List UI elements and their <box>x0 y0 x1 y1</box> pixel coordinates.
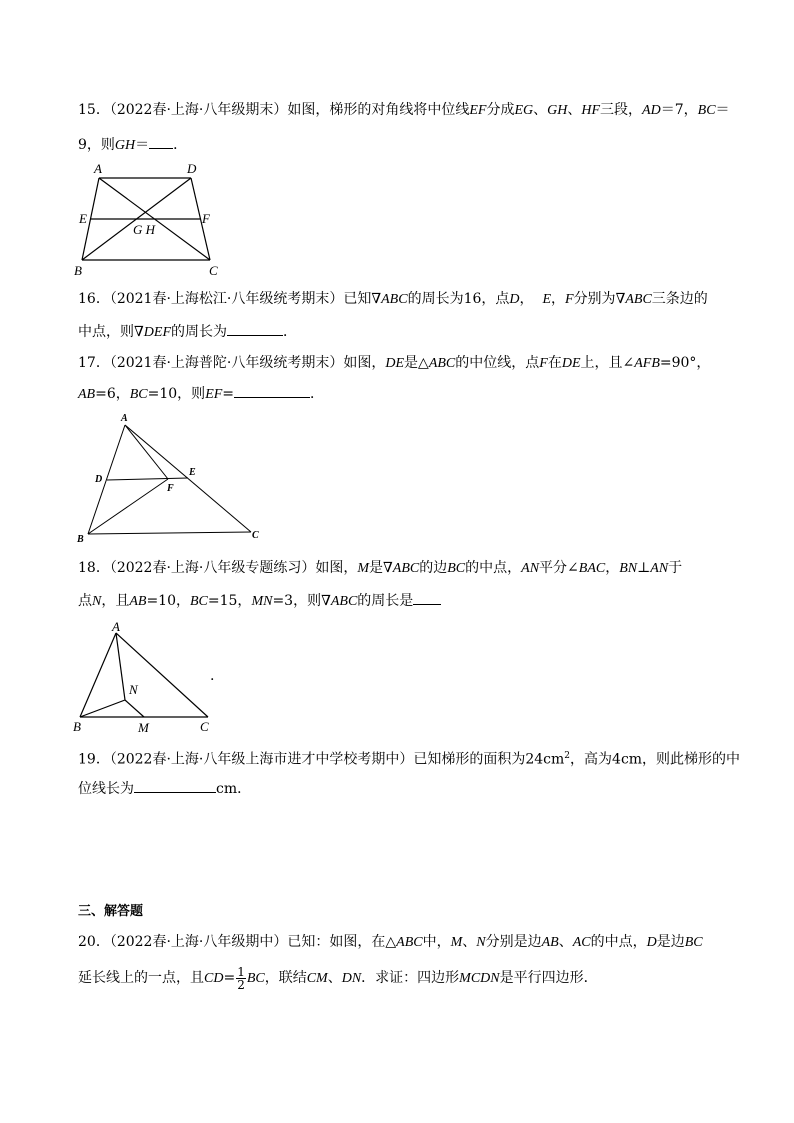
q20-line2: 延长线上的一点，且CD= $\frac{1}{2}$ BC，联结CM、DN．求证：四边形MCDN是平行四边形． <box>78 964 598 992</box>
q18-answer-blank[interactable] <box>413 590 441 605</box>
q17-answer-blank[interactable] <box>234 383 310 398</box>
q15-label-F: F <box>202 211 210 226</box>
q18-label-M: M <box>138 720 149 735</box>
fraction-one-half: $\frac{1}{2}$ <box>237 964 245 992</box>
q17-label-C: C <box>252 530 259 541</box>
q15-label-A: A <box>94 161 102 176</box>
q17-label-A: A <box>121 413 128 424</box>
q18-label-N: N <box>129 682 138 697</box>
q15-trapezoid-figure <box>70 158 240 284</box>
q18-label-A: A <box>112 619 120 634</box>
q15-label-E: E <box>79 211 87 226</box>
q15-line1: 15．（2022春·上海·八年级期末）如图，梯形的对角线将中位线EF分成EG、GH、HF三段，AD＝7，BC＝ <box>78 102 730 118</box>
q15-label-D: D <box>187 161 197 176</box>
q18-triangle-figure <box>70 617 230 741</box>
q18-line1: 18．（2022春·上海·八年级专题练习）如图，M是∇ABC的边BC的中点，AN平分∠BAC，BN⊥AN于 <box>78 560 683 576</box>
q20-line1: 20．（2022春·上海·八年级期中）已知：如图，在△ABC中，M、N分别是边AB、AC的中点，D是边BC <box>78 934 703 950</box>
q15-label-C: C <box>209 263 218 278</box>
q15-label-GH: G H <box>133 222 156 237</box>
q17-line2: AB=6，BC=10，则EF= ． <box>78 383 324 405</box>
q15-line2: 9，则GH＝ ． <box>78 134 187 156</box>
q19-line2: 位线长为 cm． <box>78 778 251 799</box>
q16-answer-blank[interactable] <box>227 321 283 336</box>
q19-answer-blank[interactable] <box>134 778 216 793</box>
q15-label-B: B <box>74 263 82 278</box>
q17-triangle-figure <box>76 410 276 552</box>
q17-label-F: F <box>167 483 174 494</box>
q17-line1: 17．（2021春·上海普陀·八年级统考期末）如图，DE是△ABC的中位线，点F在DE上，且∠AFB=90°， <box>78 355 711 371</box>
q17-label-D: D <box>95 474 103 485</box>
q15-answer-blank[interactable] <box>149 134 173 149</box>
q18-trailing-dot: . <box>210 668 215 684</box>
q16-line1: 16．（2021春·上海松江·八年级统考期末）已知∇ABC的周长为16，点D， E，F分别为∇ABC三条边的 <box>78 291 708 307</box>
q18-label-B: B <box>73 719 81 734</box>
q18-label-C: C <box>200 719 209 734</box>
q18-line2: 点N，且AB=10，BC=15，MN=3，则∇ABC的周长是 <box>78 590 441 612</box>
section-heading: 三、解答题 <box>78 904 144 919</box>
q17-label-B: B <box>77 534 84 545</box>
q17-label-E: E <box>189 467 196 478</box>
q16-line2: 中点，则∇DEF的周长为 ． <box>78 321 297 343</box>
q19-line1: 19．（2022春·上海·八年级上海市进才中学校考期中）已知梯形的面积为$24cm^2$，高为4cm，则此梯形的中 <box>78 751 741 768</box>
